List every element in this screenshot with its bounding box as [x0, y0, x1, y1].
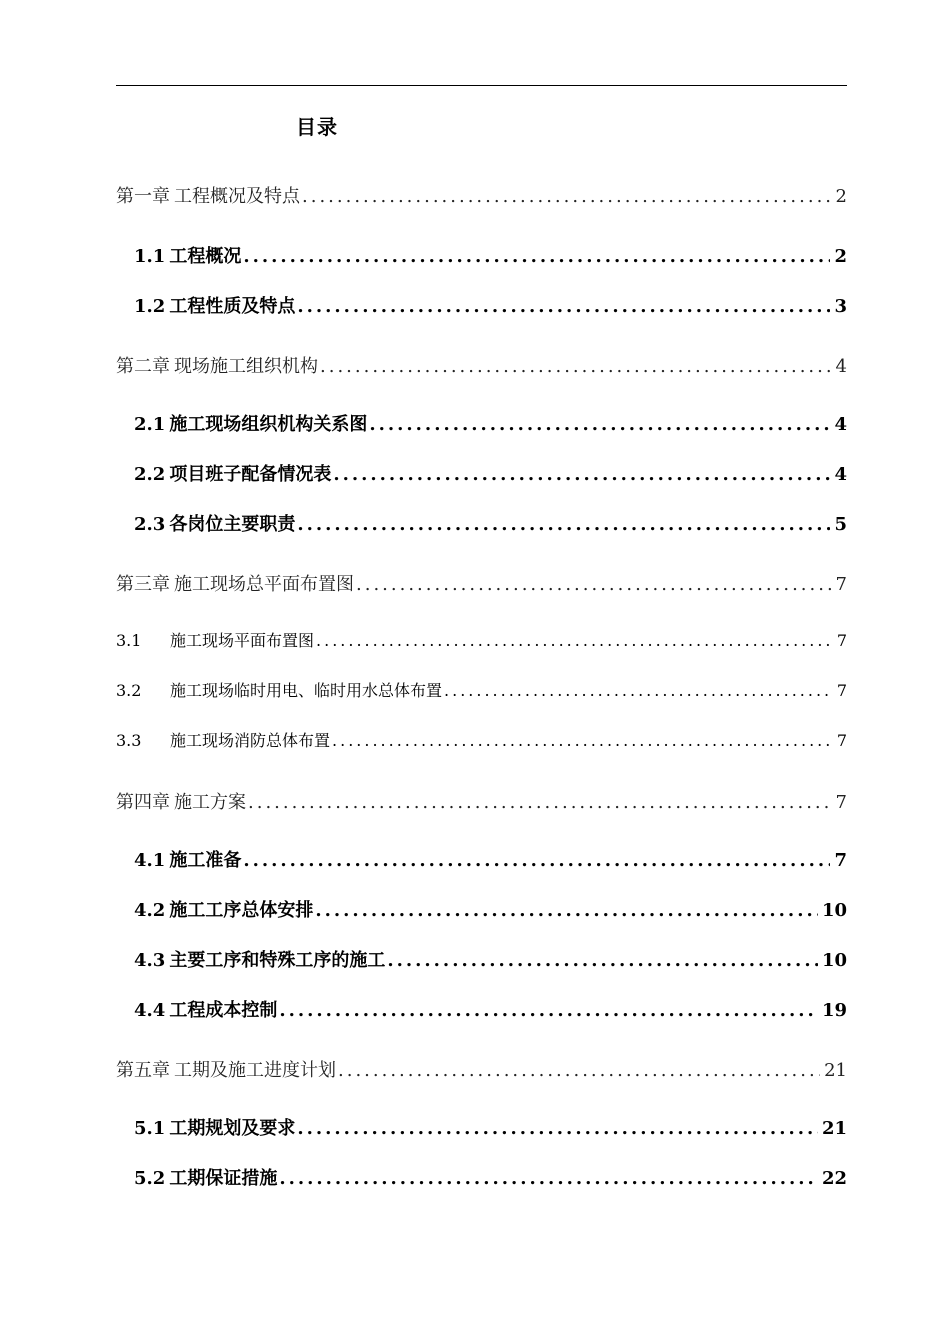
- toc-page-number: 4: [834, 414, 847, 435]
- toc-entry[interactable]: [116, 896, 847, 926]
- toc-entry[interactable]: [116, 510, 847, 540]
- toc-entry[interactable]: [116, 846, 847, 876]
- toc-entry-number: 2.1: [134, 414, 166, 435]
- toc-entry-text: [116, 946, 385, 972]
- toc-leader-dots: [297, 296, 830, 317]
- toc-entry-number: 第一章: [116, 186, 170, 207]
- toc-page-number: 4: [834, 464, 847, 485]
- toc-entry-text: [116, 788, 246, 814]
- toc-entry-title: 施工方案: [174, 792, 246, 813]
- toc-entry-number: 5.1: [134, 1118, 166, 1139]
- toc-entry-title: 现场施工组织机构: [174, 356, 318, 377]
- toc-entry[interactable]: [116, 728, 847, 758]
- toc-entry-text: [116, 678, 442, 701]
- toc-leader-dots: [316, 631, 833, 650]
- toc-leader-dots: [302, 186, 832, 207]
- toc-entry-title: 工期规划及要求: [169, 1118, 296, 1139]
- toc-entry[interactable]: [116, 292, 847, 322]
- toc-entry-number: 4.2: [134, 900, 166, 921]
- toc-page-number: 2: [835, 186, 847, 207]
- toc-entry-number: 第三章: [116, 574, 170, 595]
- toc-page-number: 22: [821, 1168, 847, 1189]
- toc-entry-number: 4.1: [134, 850, 166, 871]
- toc-entry-title: 施工现场临时用电、临时用水总体布置: [170, 681, 443, 700]
- toc-page-number: 5: [834, 514, 847, 535]
- toc-entry-number: 2.3: [134, 514, 166, 535]
- toc-entry-number: 1.1: [134, 246, 166, 267]
- toc-leader-dots: [387, 950, 818, 971]
- toc-leader-dots: [315, 900, 818, 921]
- toc-title: 目录: [296, 115, 338, 139]
- toc-entry-text: [116, 352, 318, 378]
- toc-entry-text: [116, 242, 241, 268]
- toc-page-number: 21: [821, 1118, 847, 1139]
- toc-entry-text: [116, 292, 295, 318]
- toc-entry-number: 4.4: [134, 1000, 166, 1021]
- toc-entry-text: [116, 1114, 295, 1140]
- toc-entry-text: [116, 510, 295, 536]
- toc-page-number: 7: [836, 681, 847, 700]
- toc-entry-title: 项目班子配备情况表: [169, 464, 332, 485]
- toc-entry-number: 1.2: [134, 296, 166, 317]
- toc-entry-title: 施工工序总体安排: [169, 900, 314, 921]
- toc-page-number: 10: [821, 950, 847, 971]
- toc-entry-title: 主要工序和特殊工序的施工: [169, 950, 386, 971]
- toc-page-number: 4: [835, 356, 847, 377]
- toc-entry-title: 工程成本控制: [169, 1000, 278, 1021]
- toc-entry-number: 4.3: [134, 950, 166, 971]
- toc-entry[interactable]: [116, 1114, 847, 1144]
- toc-page-number: 19: [821, 1000, 847, 1021]
- toc-page-number: 7: [836, 631, 847, 650]
- toc-leader-dots: [338, 1060, 820, 1081]
- toc-leader-dots: [444, 681, 833, 700]
- toc-leader-dots: [333, 464, 830, 485]
- toc-entry-title: 工程概况及特点: [174, 186, 300, 207]
- toc-page-number: 7: [836, 731, 847, 750]
- toc-leader-dots: [297, 514, 830, 535]
- toc-entry-title: 工期保证措施: [169, 1168, 278, 1189]
- toc-page-number: 2: [834, 246, 847, 267]
- toc-entry[interactable]: [116, 678, 847, 708]
- toc-entry-text: [116, 410, 367, 436]
- toc-entry[interactable]: [116, 1056, 847, 1086]
- toc-entry[interactable]: [116, 1164, 847, 1194]
- toc-entry[interactable]: [116, 628, 847, 658]
- toc-entry-number: 第二章: [116, 356, 170, 377]
- toc-entry[interactable]: [116, 242, 847, 272]
- toc-entry-number: 5.2: [134, 1168, 166, 1189]
- toc-entry-number: 3.3: [116, 731, 142, 750]
- toc-page-number: 7: [835, 574, 847, 595]
- toc-leader-dots: [243, 246, 830, 267]
- toc-entry[interactable]: [116, 182, 847, 212]
- toc-entry[interactable]: [116, 946, 847, 976]
- toc-leader-dots: [356, 574, 832, 595]
- toc-entry-number: 第五章: [116, 1060, 170, 1081]
- toc-entry-title: 施工现场组织机构关系图: [169, 414, 368, 435]
- toc-entry[interactable]: [116, 352, 847, 382]
- toc-entry-text: [116, 460, 331, 486]
- toc-page-number: 21: [824, 1060, 847, 1081]
- toc-entry-text: [116, 182, 300, 208]
- toc-leader-dots: [243, 850, 830, 871]
- toc-entry-number: 第四章: [116, 792, 170, 813]
- toc-leader-dots: [320, 356, 832, 377]
- toc-entry-number: 3.2: [116, 681, 142, 700]
- toc-entry[interactable]: [116, 996, 847, 1026]
- toc-entry-title: 工程概况: [169, 246, 242, 267]
- toc-page-number: 7: [834, 850, 847, 871]
- toc-entry-number: 2.2: [134, 464, 166, 485]
- toc-entry[interactable]: [116, 460, 847, 490]
- toc-leader-dots: [248, 792, 832, 813]
- toc-entry-title: 施工准备: [169, 850, 242, 871]
- toc-entry-text: [116, 1164, 277, 1190]
- toc-entry-number: 3.1: [116, 631, 142, 650]
- toc-leader-dots: [332, 731, 833, 750]
- toc-entry-text: [116, 996, 277, 1022]
- toc-entry-title: 工程性质及特点: [169, 296, 296, 317]
- toc-page-number: 7: [835, 792, 847, 813]
- toc-leader-dots: [297, 1118, 818, 1139]
- toc-entry[interactable]: [116, 570, 847, 600]
- toc-leader-dots: [279, 1000, 818, 1021]
- toc-entry-text: [116, 896, 313, 922]
- toc-entry-title: 施工现场总平面布置图: [174, 574, 354, 595]
- toc-entry-text: [116, 846, 241, 872]
- toc-entry-title: 施工现场消防总体布置: [170, 731, 331, 750]
- toc-entry-text: [116, 628, 314, 651]
- toc-page-number: 10: [821, 900, 847, 921]
- toc-leader-dots: [369, 414, 830, 435]
- toc-entry[interactable]: [116, 410, 847, 440]
- toc-entry-title: 施工现场平面布置图: [170, 631, 315, 650]
- toc-entry-text: [116, 1056, 336, 1082]
- toc-entry-text: [116, 728, 330, 751]
- toc-entry-text: [116, 570, 354, 596]
- toc-entry-title: 各岗位主要职责: [169, 514, 296, 535]
- toc-page-number: 3: [834, 296, 847, 317]
- toc-leader-dots: [279, 1168, 818, 1189]
- toc-entry-title: 工期及施工进度计划: [174, 1060, 336, 1081]
- toc-entry[interactable]: [116, 788, 847, 818]
